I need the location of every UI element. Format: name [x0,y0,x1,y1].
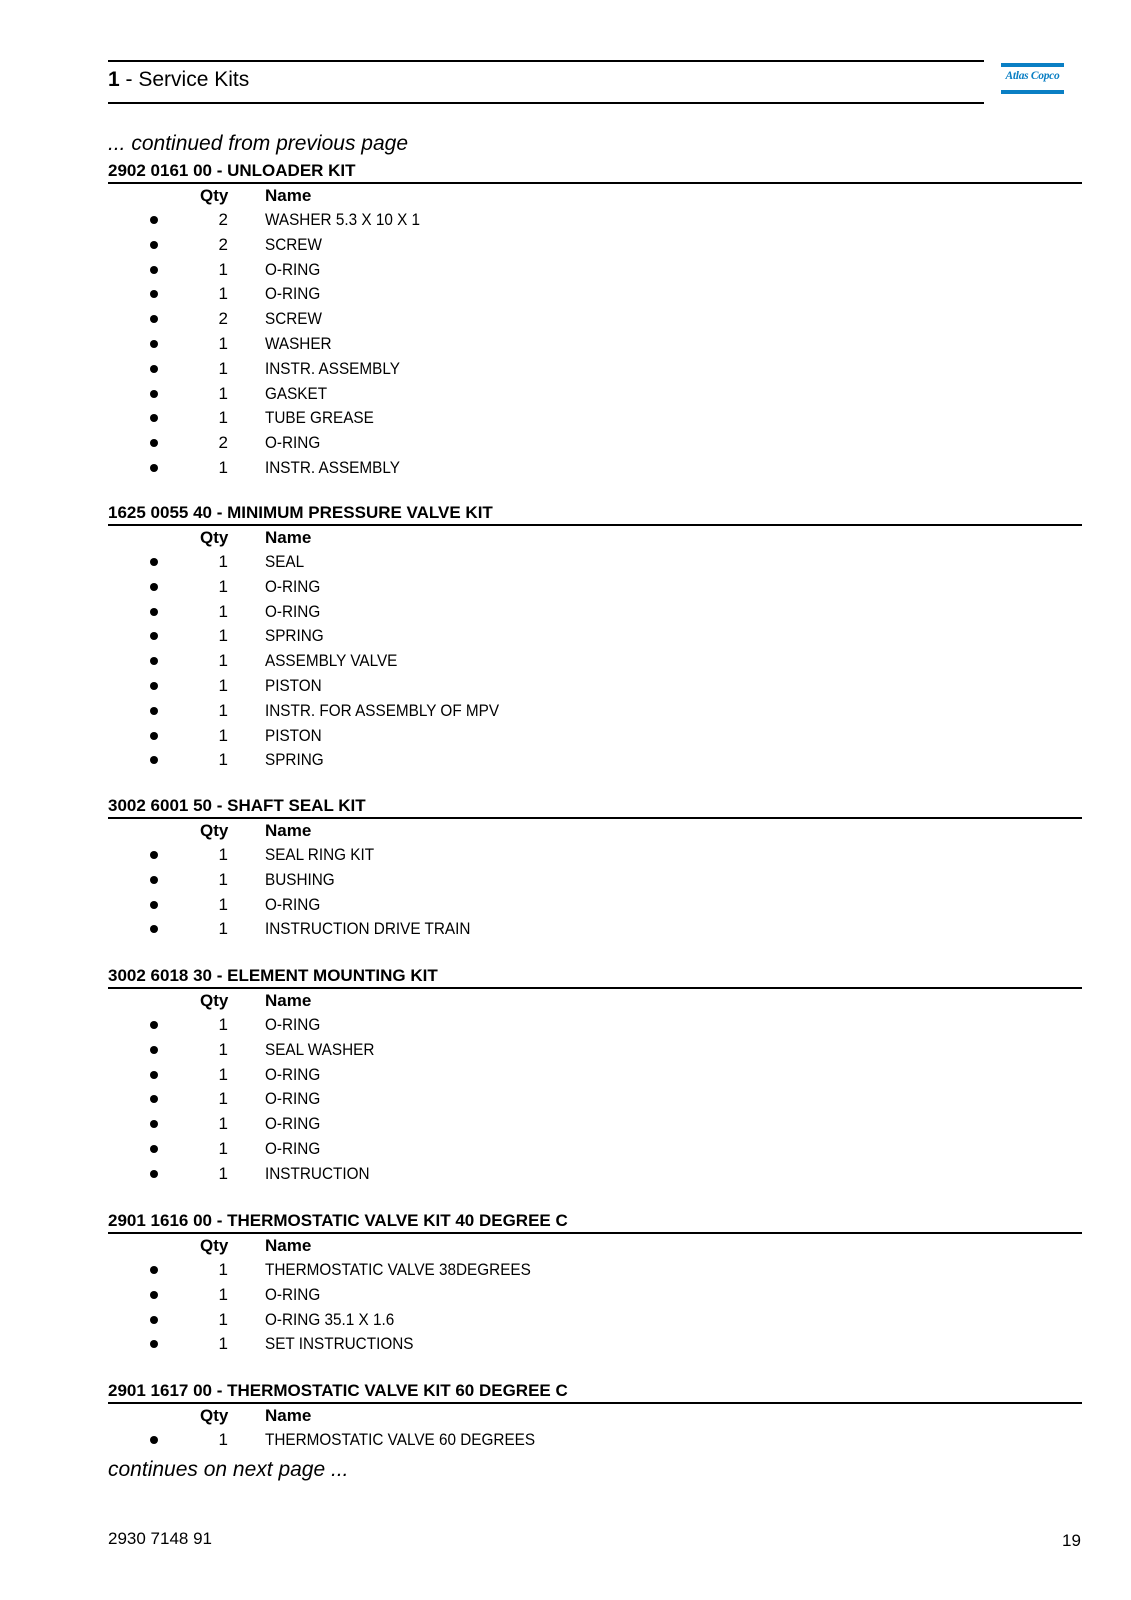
part-name: O-RING [265,1138,321,1158]
bullet-icon [150,216,158,224]
bullet-icon [150,315,158,323]
bullet-icon [150,1120,158,1128]
qty-header: Qty [200,1406,229,1425]
part-row [108,382,1082,407]
part-row [108,699,1082,724]
part-name: O-RING [265,576,321,596]
part-name: O-RING [265,1015,321,1034]
part-qty: 2 [218,234,228,254]
kit-section [108,1380,1082,1453]
part-qty: 1 [218,725,228,745]
part-qty: 2 [218,433,228,453]
part-row [108,1013,1082,1038]
page-header [108,60,984,104]
bullet-icon [150,1340,158,1348]
bullet-icon [150,390,158,398]
bullet-icon [150,558,158,566]
part-row [108,406,1082,431]
kit-section [108,1210,1082,1357]
kit-section [108,965,1082,1187]
bullet-icon [150,1266,158,1274]
name-header: Name [265,821,312,840]
logo-bar-bottom [1001,90,1064,94]
bullet-icon [150,876,158,884]
part-qty: 1 [218,1114,228,1134]
part-row [108,258,1082,283]
part-name: SEAL WASHER [265,1039,375,1059]
bullet-icon [150,925,158,933]
continues-on-note: continues on next page ... [108,1458,349,1481]
part-qty: 1 [218,919,228,939]
part-name: O-RING [265,1089,321,1109]
part-row [108,233,1082,258]
part-qty: 1 [218,700,228,720]
part-name: INSTR. ASSEMBLY [265,358,400,378]
part-row [108,456,1082,481]
qty-header: Qty [200,991,229,1010]
part-row [108,357,1082,382]
part-qty: 1 [218,576,228,596]
part-name: ASSEMBLY VALVE [265,651,398,671]
qty-header: Qty [200,528,229,547]
bullet-icon [150,414,158,422]
part-row [108,1112,1082,1137]
part-row [108,307,1082,332]
qty-header: Qty [200,1236,229,1255]
part-row [108,868,1082,893]
bullet-icon [150,1021,158,1029]
part-qty: 1 [218,626,228,646]
kit-title: 3002 6018 30 - ELEMENT MOUNTING KIT [108,965,1082,989]
bullet-icon [150,1095,158,1103]
part-row [108,550,1082,575]
part-name: WASHER [265,333,332,353]
bullet-icon [150,266,158,274]
bullet-icon [150,707,158,715]
part-qty: 1 [218,601,228,621]
part-row [108,208,1082,233]
name-header: Name [265,1406,312,1425]
part-qty: 1 [218,1430,228,1449]
part-qty: 1 [218,1260,228,1279]
part-row [108,843,1082,868]
page-number: 19 [1062,1531,1081,1550]
bullet-icon [150,464,158,472]
bullet-icon [150,608,158,616]
part-name: SPRING [265,626,324,646]
chapter-number: 1 [108,68,120,91]
part-row [108,1308,1082,1333]
part-name: SEAL [265,552,305,571]
kit-section [108,160,1082,481]
part-row [108,1162,1082,1187]
bullet-icon [150,632,158,640]
part-row [108,431,1082,456]
kit-title: 2901 1617 00 - THERMOSTATIC VALVE KIT 60 DEGREE C [108,1380,1082,1404]
part-name: PISTON [265,725,322,745]
part-row [108,1258,1082,1283]
part-qty: 1 [218,1163,228,1183]
part-row [108,649,1082,674]
part-name: O-RING [265,1284,321,1304]
part-name: SEAL RING KIT [265,845,375,864]
part-qty: 1 [218,1334,228,1354]
chapter-title [108,68,249,92]
part-row [108,1428,1082,1453]
column-headers [108,1404,1082,1428]
column-headers [108,1234,1082,1258]
part-name: O-RING [265,259,321,279]
part-qty: 1 [218,1309,228,1329]
part-row [108,1137,1082,1162]
part-name: INSTR. ASSEMBLY [265,457,400,477]
column-headers [108,989,1082,1013]
part-qty: 1 [218,333,228,353]
part-qty: 1 [218,894,228,914]
part-qty: 1 [218,1089,228,1109]
part-name: O-RING [265,433,321,453]
part-qty: 1 [218,675,228,695]
part-qty: 1 [218,1039,228,1059]
bullet-icon [150,851,158,859]
part-row [108,624,1082,649]
part-name: O-RING [265,601,321,621]
part-name: INSTR. FOR ASSEMBLY OF MPV [265,700,500,720]
part-row [108,724,1082,749]
part-name: THERMOSTATIC VALVE 60 DEGREES [265,1430,536,1449]
bullet-icon [150,1071,158,1079]
qty-header: Qty [200,186,229,205]
part-name: SCREW [265,234,322,254]
part-name: O-RING [265,1064,321,1084]
part-row [108,674,1082,699]
part-qty: 1 [218,358,228,378]
bullet-icon [150,340,158,348]
bullet-icon [150,365,158,373]
part-qty: 1 [218,869,228,889]
part-name: O-RING [265,894,321,914]
part-row [108,332,1082,357]
part-qty: 1 [218,259,228,279]
part-name: WASHER 5.3 X 10 X 1 [265,210,421,229]
part-row [108,282,1082,307]
part-qty: 1 [218,383,228,403]
part-qty: 1 [218,845,228,864]
part-qty: 1 [218,552,228,571]
atlas-copco-logo [1001,63,1064,94]
bullet-icon [150,732,158,740]
part-qty: 1 [218,457,228,477]
bullet-icon [150,1436,158,1444]
bullet-icon [150,657,158,665]
bullet-icon [150,682,158,690]
bullet-icon [150,1046,158,1054]
part-qty: 1 [218,1015,228,1034]
part-qty: 1 [218,284,228,304]
part-row [108,1038,1082,1063]
column-headers [108,184,1082,208]
part-name: SPRING [265,750,324,770]
part-qty: 1 [218,1138,228,1158]
kit-section [108,502,1082,773]
part-name: TUBE GREASE [265,408,374,428]
part-name: INSTRUCTION [265,1163,370,1183]
part-name: O-RING [265,284,321,304]
kit-section [108,795,1082,942]
part-name: O-RING 35.1 X 1.6 [265,1309,395,1329]
continued-from-note: ... continued from previous page [108,132,409,155]
bullet-icon [150,241,158,249]
part-name: THERMOSTATIC VALVE 38DEGREES [265,1260,531,1279]
logo-wordmark: Atlas Copco [1005,70,1060,82]
name-header: Name [265,1236,312,1255]
kit-title: 2901 1616 00 - THERMOSTATIC VALVE KIT 40 DEGREE C [108,1210,1082,1234]
part-name: O-RING [265,1114,321,1134]
kit-title: 3002 6001 50 - SHAFT SEAL KIT [108,795,1082,819]
part-row [108,1087,1082,1112]
part-qty: 1 [218,1064,228,1084]
name-header: Name [265,186,312,205]
bullet-icon [150,583,158,591]
kit-title: 1625 0055 40 - MINIMUM PRESSURE VALVE KIT [108,502,1082,526]
logo-bar-top [1001,63,1064,67]
part-qty: 1 [218,750,228,770]
bullet-icon [150,1145,158,1153]
bullet-icon [150,1316,158,1324]
part-row [108,1332,1082,1357]
part-qty: 1 [218,651,228,671]
part-row [108,893,1082,918]
part-name: BUSHING [265,869,335,889]
part-name: SET INSTRUCTIONS [265,1334,414,1354]
part-row [108,600,1082,625]
column-headers [108,526,1082,550]
bullet-icon [150,756,158,764]
qty-header: Qty [200,821,229,840]
part-row [108,748,1082,773]
part-name: INSTRUCTION DRIVE TRAIN [265,919,471,939]
column-headers [108,819,1082,843]
chapter-name: - Service Kits [119,68,250,91]
bullet-icon [150,439,158,447]
part-row [108,1283,1082,1308]
name-header: Name [265,528,312,547]
part-qty: 1 [218,1284,228,1304]
document-number: 2930 7148 91 [108,1529,212,1548]
part-name: PISTON [265,675,322,695]
part-row [108,917,1082,942]
bullet-icon [150,1170,158,1178]
bullet-icon [150,290,158,298]
part-name: GASKET [265,383,328,403]
part-qty: 2 [218,309,228,329]
part-row [108,1063,1082,1088]
part-name: SCREW [265,309,322,329]
part-qty: 2 [218,210,228,229]
part-qty: 1 [218,408,228,428]
name-header: Name [265,991,312,1010]
part-row [108,575,1082,600]
bullet-icon [150,901,158,909]
kit-title: 2902 0161 00 - UNLOADER KIT [108,160,1082,184]
bullet-icon [150,1291,158,1299]
